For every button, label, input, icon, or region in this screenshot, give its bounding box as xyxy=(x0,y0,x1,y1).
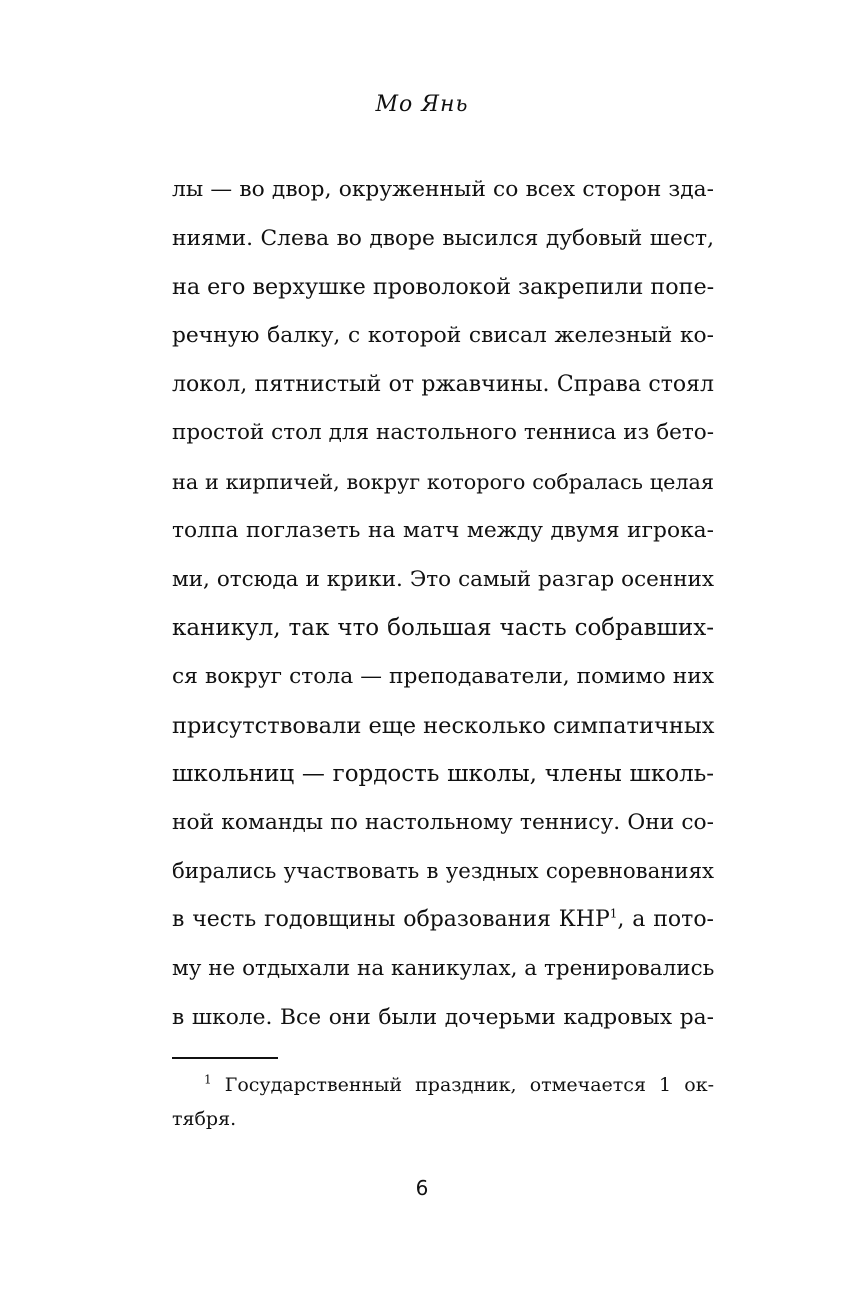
text-line: му не отдыхали на каникулах, а тренировались xyxy=(172,956,715,981)
text-line: ся вокруг стола — преподаватели, помимо них xyxy=(172,663,714,689)
footnote-text: Государственный праздник, отмечается 1 ок- xyxy=(224,1074,714,1096)
footnote-marker: 1 xyxy=(204,1072,212,1087)
text-line-with-footnote-ref xyxy=(172,896,714,945)
text-line: на его верхушке проволокой закрепили попе- xyxy=(172,274,715,301)
text-line: присутствовали еще несколько симпатичных xyxy=(172,712,715,739)
footnote-line xyxy=(172,1068,714,1102)
text-segment: , а пото- xyxy=(617,907,714,933)
text-line: школьниц — гордость школы, члены школь- xyxy=(172,761,714,788)
text-line: на и кирпичей, вокруг которого собралась целая xyxy=(172,470,714,495)
footnote-divider xyxy=(172,1057,278,1059)
footnote-line: тября. xyxy=(172,1108,237,1130)
text-line: ниями. Слева во дворе высился дубовый шест, xyxy=(172,225,714,251)
text-line: локол, пятнистый от ржавчины. Справа стоял xyxy=(172,371,714,397)
running-header-author: Мо Янь xyxy=(375,92,469,117)
page-number: 6 xyxy=(415,1176,429,1200)
text-line: лы — во двор, окруженный со всех сторон зда- xyxy=(172,177,714,202)
footnote xyxy=(172,1068,714,1136)
text-line: ной команды по настольному теннису. Они со- xyxy=(172,809,714,835)
text-line: простой стол для настольного тенниса из бето- xyxy=(172,420,714,446)
text-line: в школе. Все они были дочерьми кадровых ра- xyxy=(172,1004,714,1030)
text-line: речную балку, с которой свисал железный ко- xyxy=(172,323,714,349)
text-line: бирались участвовать в уездных соревнованиях xyxy=(172,858,714,884)
main-text xyxy=(172,166,714,1042)
text-line: ми, отсюда и крики. Это самый разгар осенних xyxy=(172,566,714,592)
text-segment: в честь годовщины образования КНР xyxy=(172,907,610,933)
text-line: толпа поглазеть на матч между двумя игрока- xyxy=(172,517,714,543)
footnote-reference[interactable]: 1 xyxy=(609,906,618,921)
text-line: каникул, так что большая часть собравших- xyxy=(172,615,714,642)
